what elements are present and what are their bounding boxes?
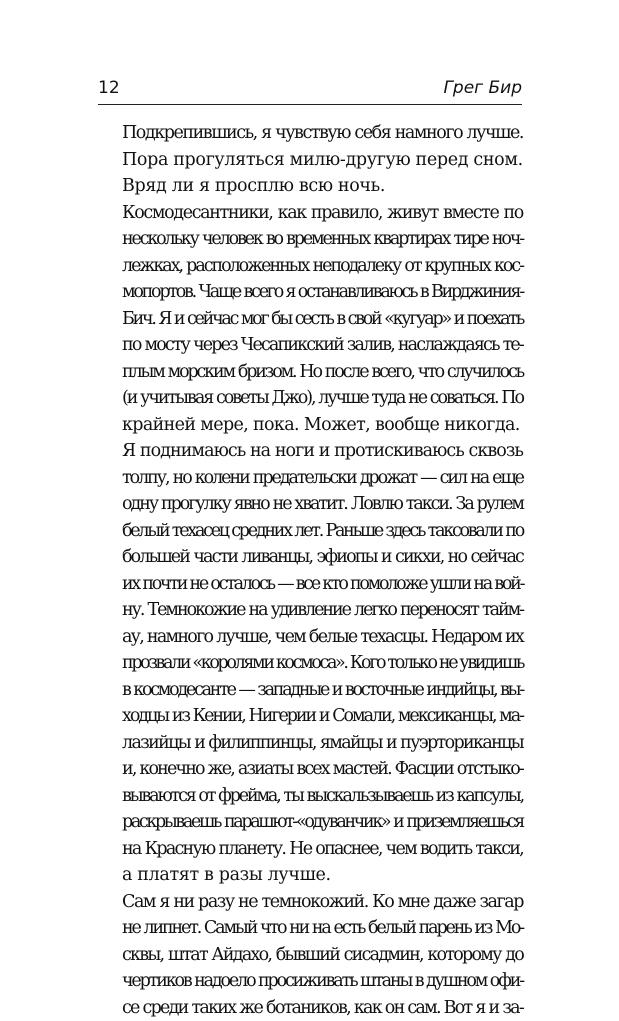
text-line: сквы, штат Айдахо, бывший сисадмин, которому до: [98, 942, 523, 969]
text-line: Бич. Я и сейчас мог бы сесть в свой «кугуар» и поехать: [98, 306, 523, 333]
text-line: се среди таких же ботаников, как он сам. Вот я и за-: [98, 995, 523, 1021]
paragraph: [98, 173, 523, 200]
header-rule: [98, 104, 522, 105]
text-line: на Красную планету. Не опаснее, чем водить такси,: [98, 836, 523, 863]
paragraph: [98, 120, 523, 173]
text-line: лежках, расположенных неподалеку от крупных кос-: [98, 253, 523, 280]
text-line: в космодесанте — западные и восточные индийцы, вы-: [98, 677, 523, 704]
text-line: (и учитывая советы Джо), лучше туда не соваться. По: [98, 385, 523, 412]
text-line: мопортов. Чаще всего я останавливаюсь в Вирджиния-: [98, 279, 523, 306]
text-line: а платят в разы лучше.: [98, 862, 523, 889]
paragraph: [98, 438, 523, 889]
text-line: крайней мере, пока. Может, вообще никогда.: [98, 412, 523, 439]
text-line: прозвали «королями космоса». Кого только не увидишь: [98, 650, 523, 677]
text-line: Сам я ни разу не темнокожий. Ко мне даже загар: [98, 889, 523, 916]
running-header: [98, 76, 522, 102]
text-line: Подкрепившись, я чувствую себя намного лучше.: [98, 120, 523, 147]
text-line: их почти не осталось — все кто помоложе ушли на вой-: [98, 571, 523, 598]
text-line: толпу, но колени предательски дрожат — сил на еще: [98, 465, 523, 492]
text-line: лазийцы и филиппинцы, ямайцы и пуэрториканцы: [98, 730, 523, 757]
text-line: и, конечно же, азиаты всех мастей. Фасции отстыко-: [98, 756, 523, 783]
author-name: Грег Бир: [443, 78, 522, 98]
text-line: Пора прогуляться милю-другую перед сном.: [98, 147, 523, 174]
text-line: не липнет. Самый что ни на есть белый парень из Мо-: [98, 915, 523, 942]
text-line: ходцы из Кении, Нигерии и Сомали, мексиканцы, ма-: [98, 703, 523, 730]
text-line: Вряд ли я просплю всю ночь.: [98, 173, 523, 200]
text-line: по мосту через Чесапикский залив, наслаждаясь те-: [98, 332, 523, 359]
text-line: Космодесантники, как правило, живут вместе по: [98, 200, 523, 227]
text-line: чертиков надоело просиживать штаны в душном офи-: [98, 968, 523, 995]
text-line: ну. Темнокожие на удивление легко переносят тайм-: [98, 597, 523, 624]
page-number: 12: [98, 78, 120, 98]
text-line: вываются от фрейма, ты выскальзываешь из капсулы,: [98, 783, 523, 810]
text-line: ау, намного лучше, чем белые техасцы. Недаром их: [98, 624, 523, 651]
text-line: белый техасец средних лет. Раньше здесь таксовали по: [98, 518, 523, 545]
book-text: [98, 120, 523, 1021]
paragraph: [98, 889, 523, 1021]
text-line: большей части ливанцы, эфиопы и сикхи, но сейчас: [98, 544, 523, 571]
text-line: раскрываешь парашют-«одуванчик» и приземляешься: [98, 809, 523, 836]
paragraph: [98, 200, 523, 439]
text-line: одну прогулку явно не хватит. Ловлю такси. За рулем: [98, 491, 523, 518]
text-line: нескольку человек во временных квартирах тире ноч-: [98, 226, 523, 253]
text-line: плым морским бризом. Но после всего, что случилось: [98, 359, 523, 386]
text-line: Я поднимаюсь на ноги и протискиваюсь сквозь: [98, 438, 523, 465]
